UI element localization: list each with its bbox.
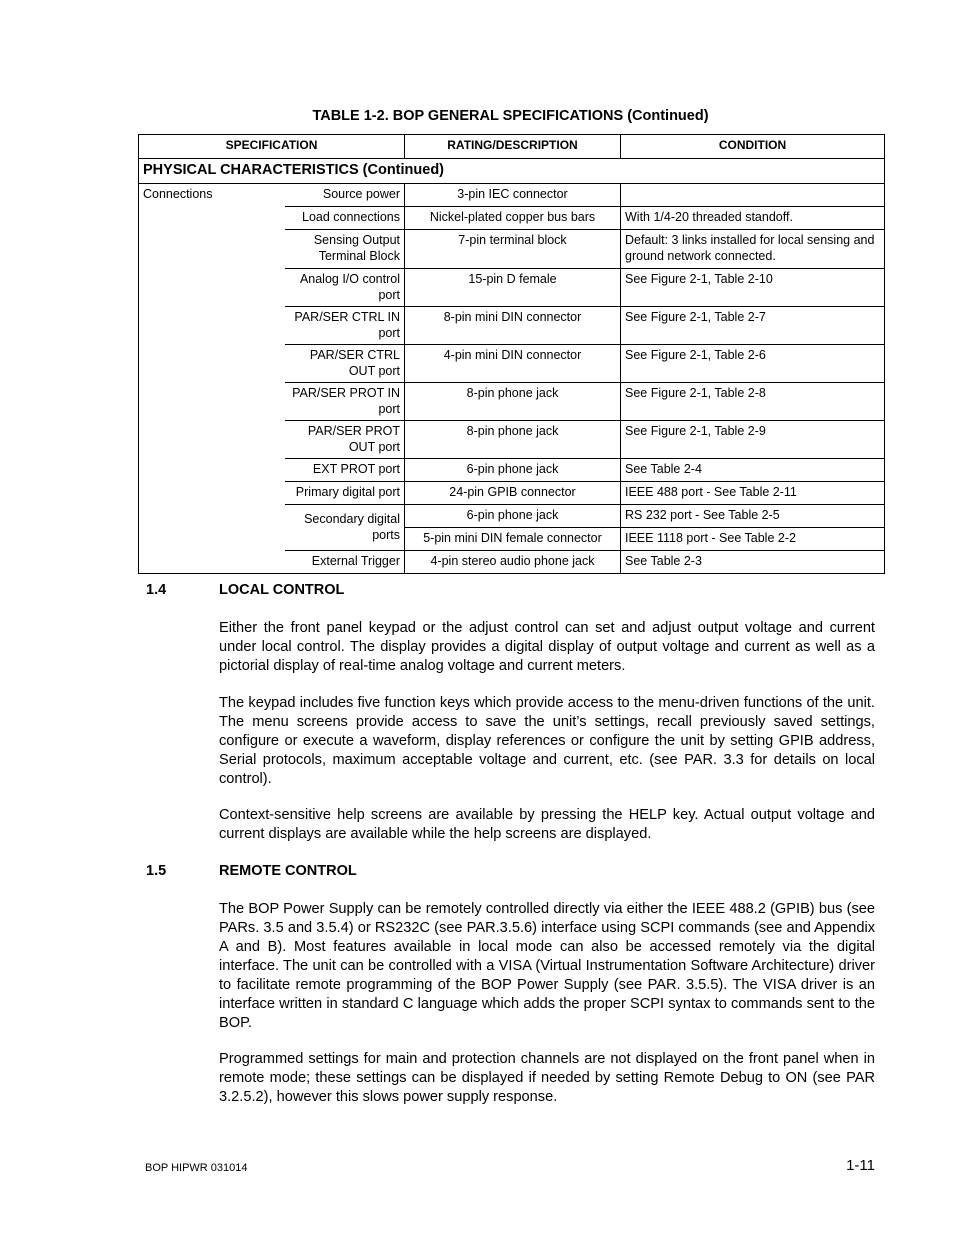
- section-row: [139, 158, 885, 184]
- header-condition: CONDITION: [621, 135, 885, 159]
- section-heading: PHYSICAL CHARACTERISTICS (Continued): [139, 158, 885, 184]
- header-rating: RATING/DESCRIPTION: [405, 135, 621, 159]
- row-label: Sensing Output Terminal Block: [285, 230, 405, 269]
- group-label: Connections: [139, 184, 285, 574]
- row-condition: See Figure 2-1, Table 2-6: [621, 345, 885, 383]
- row-condition: See Table 2-3: [621, 551, 885, 574]
- row-rating: 8-pin phone jack: [405, 421, 621, 459]
- row-condition: With 1/4-20 threaded standoff.: [621, 207, 885, 230]
- row-condition: See Figure 2-1, Table 2-8: [621, 383, 885, 421]
- header-spec: SPECIFICATION: [139, 135, 405, 159]
- row-condition: See Figure 2-1, Table 2-10: [621, 269, 885, 307]
- row-rating: 7-pin terminal block: [405, 230, 621, 269]
- paragraph: Programmed settings for main and protection channels are not displayed on the front panel when in remote mode; these settings can be displayed if needed by setting Remote Debug to ON (see PAR 3.2.5.2), however this slows power supply response.: [219, 1051, 875, 1105]
- row-label: Load connections: [285, 207, 405, 230]
- row-label: PAR/SER CTRL IN port: [285, 307, 405, 345]
- row-label: Analog I/O control port: [285, 269, 405, 307]
- paragraph: Context-sensitive help screens are available by pressing the HELP key. Actual output voltage and current displays are available while the help screens are displayed.: [219, 807, 875, 842]
- row-condition: IEEE 488 port - See Table 2-11: [621, 482, 885, 505]
- row-label: Secondary digital ports: [285, 505, 405, 551]
- row-condition: IEEE 1118 port - See Table 2-2: [621, 528, 885, 551]
- row-rating: 24-pin GPIB connector: [405, 482, 621, 505]
- paragraph: The keypad includes five function keys which provide access to the menu-driven functions of the unit. The menu screens provide access to save the unit’s settings, recall previously saved settings, configure or execute a waveform, display references or configure the unit by setting GPIB address, Serial protocols, maximum acceptable voltage and current, etc. (see PAR. 3.3 for details on local control).: [219, 695, 875, 787]
- row-label: PAR/SER CTRL OUT port: [285, 345, 405, 383]
- row-condition: See Table 2-4: [621, 459, 885, 482]
- row-rating: 6-pin phone jack: [405, 459, 621, 482]
- row-condition: RS 232 port - See Table 2-5: [621, 505, 885, 528]
- row-label: PAR/SER PROT OUT port: [285, 421, 405, 459]
- footer-doc-id: BOP HIPWR 031014: [145, 1162, 248, 1174]
- row-rating: 5-pin mini DIN female connector: [405, 528, 621, 551]
- row-label: Source power: [285, 184, 405, 207]
- spec-table: [138, 134, 885, 574]
- row-label: External Trigger: [285, 551, 405, 574]
- footer-page-number: 1-11: [846, 1157, 875, 1174]
- paragraph: Either the front panel keypad or the adjust control can set and adjust output voltage and current under local control. The display provides a digital display of output voltage and current as well as a pictorial display of real-time analog voltage and current meters.: [219, 620, 875, 674]
- row-rating: 6-pin phone jack: [405, 505, 621, 528]
- section-number: 1.5: [146, 863, 167, 879]
- row-rating: 15-pin D female: [405, 269, 621, 307]
- row-rating: Nickel-plated copper bus bars: [405, 207, 621, 230]
- row-condition: [621, 184, 885, 207]
- section-title: REMOTE CONTROL: [219, 863, 357, 879]
- section-title: LOCAL CONTROL: [219, 582, 345, 598]
- row-condition: See Figure 2-1, Table 2-9: [621, 421, 885, 459]
- row-condition: See Figure 2-1, Table 2-7: [621, 307, 885, 345]
- row-label: EXT PROT port: [285, 459, 405, 482]
- row-label: PAR/SER PROT IN port: [285, 383, 405, 421]
- section-number: 1.4: [146, 582, 167, 598]
- header-row: [139, 135, 885, 159]
- row-rating: 8-pin phone jack: [405, 383, 621, 421]
- table-title: TABLE 1-2. BOP GENERAL SPECIFICATIONS (Continued): [312, 108, 709, 124]
- row-rating: 4-pin mini DIN connector: [405, 345, 621, 383]
- row-rating: 3-pin IEC connector: [405, 184, 621, 207]
- row-rating: 8-pin mini DIN connector: [405, 307, 621, 345]
- row-label: Primary digital port: [285, 482, 405, 505]
- paragraph: The BOP Power Supply can be remotely controlled directly via either the IEEE 488.2 (GPIB) bus (see PARs. 3.5 and 3.5.4) or RS232C (see PAR.3.5.6) interface using SCPI commands (see and Appendix A and B). Most features available in local mode can also be accessed remotely via the digital interface. The unit can be controlled with a VISA (Virtual Instrumentation Software Architecture) driver to facilitate remote programming of the BOP Power Supply (see PAR. 3.5.5). The VISA driver is an interface written in standard C language which adds the proper SCPI syntax to commands sent to the BOP.: [219, 901, 875, 1031]
- row-rating: 4-pin stereo audio phone jack: [405, 551, 621, 574]
- row-condition: Default: 3 links installed for local sensing and ground network connected.: [621, 230, 885, 269]
- table-row: [139, 184, 885, 207]
